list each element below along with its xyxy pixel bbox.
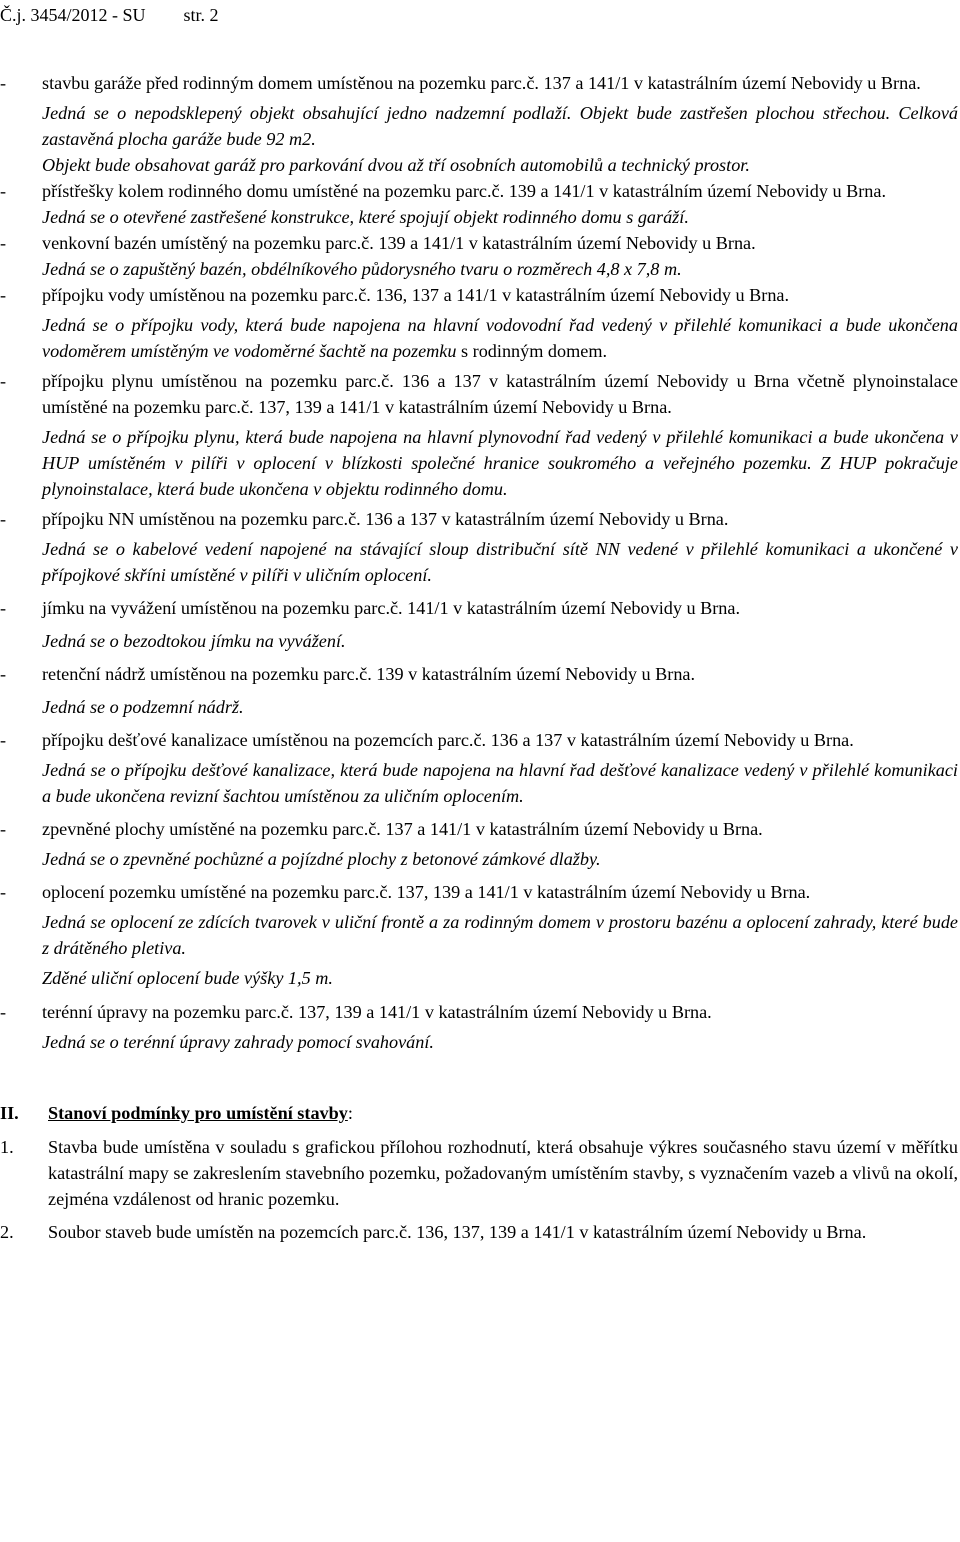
list-dash: - — [0, 664, 7, 684]
section-heading — [0, 1100, 958, 1126]
item-text: přípojku dešťové kanalizace umístěnou na pozemcích parc.č. 136 a 137 v katastrálním území Nebovidy u Brna. — [42, 730, 854, 750]
item-text: retenční nádrž umístěnou na pozemku parc.č. 139 v katastrálním území Nebovidy u Brna. — [42, 664, 696, 684]
note-italic-part: Jedná se o přípojku vody, která bude napojena na hlavní vodovodní řad vedený v přilehlé komunikaci a bude ukončena vodoměrem umístěným ve vodoměrné šachtě na pozemku — [42, 315, 958, 361]
list-dash: - — [0, 73, 7, 93]
section-colon: : — [347, 1103, 353, 1123]
item-note: Jedná se o otevřené zastřešené konstrukce, které spojují objekt rodinného domu s garáží. — [42, 207, 689, 227]
item-note: Jedná se o podzemní nádrž. — [42, 697, 244, 717]
list-item — [0, 661, 958, 687]
item-note: Jedná se oplocení ze zdících tvarovek v uliční frontě a za rodinným domem v prostoru bazénu a oplocení zahrady, které bude z drátěného pletiva. — [42, 912, 958, 958]
list-item — [0, 178, 958, 204]
condition-item — [0, 1134, 958, 1212]
list-item — [0, 282, 958, 308]
list-dash: - — [0, 819, 7, 839]
list-dash: - — [0, 730, 7, 750]
item-note: Jedná se o zapuštěný bazén, obdélníkového půdorysného tvaru o rozměrech 4,8 x 7,8 m. — [42, 259, 682, 279]
section-title: Stanoví podmínky pro umístění stavby — [48, 1103, 348, 1123]
list-dash: - — [0, 233, 7, 253]
list-dash: - — [0, 371, 7, 391]
section-number: II. — [0, 1103, 19, 1123]
item-note: Jedná se o zpevněné pochůzné a pojízdné plochy z betonové zámkové dlažby. — [42, 849, 601, 869]
item-note: Zděné uliční oplocení bude výšky 1,5 m. — [42, 968, 333, 988]
item-text: přípojku plynu umístěnou na pozemku parc.č. 136 a 137 v katastrálním území Nebovidy u Brna včetně plynoinstalace umístěné na pozemku parc.č. 137, 139 a 141/1 v katastrálním území Nebovidy u Brna. — [42, 371, 958, 417]
page-number: str. 2 — [183, 5, 219, 25]
condition-number: 1. — [0, 1137, 14, 1157]
item-note: Jedná se o kabelové vedení napojené na stávající sloup distribuční sítě NN vedené v přilehlé komunikaci a ukončené v přípojkové skříni umístěné v pilíři v uličním oplocení. — [42, 539, 958, 585]
list-dash: - — [0, 285, 7, 305]
document-body — [0, 70, 958, 1245]
item-text: zpevněné plochy umístěné na pozemku parc.č. 137 a 141/1 v katastrálním území Nebovidy u Brna. — [42, 819, 763, 839]
condition-item — [0, 1219, 958, 1245]
note-upright-part: s rodinným domem. — [456, 341, 608, 361]
item-note: Jedná se o přípojku plynu, která bude napojena na hlavní plynovodní řad vedený v přilehlé komunikaci a bude ukončena v HUP umístěném v pilíři v oplocení v blízkosti společné hranice soukromého a veřejného pozemku. Z HUP pokračuje plynoinstalace, která bude ukončena v objektu rodinného domu. — [42, 427, 958, 499]
item-note: Jedná se o terénní úpravy zahrady pomocí svahování. — [42, 1032, 434, 1052]
list-dash: - — [0, 598, 7, 618]
item-text: stavbu garáže před rodinným domem umístěnou na pozemku parc.č. 137 a 141/1 v katastrálním území Nebovidy u Brna. — [42, 73, 921, 93]
item-text: oplocení pozemku umístěné na pozemku parc.č. 137, 139 a 141/1 v katastrálním území Nebovidy u Brna. — [42, 882, 811, 902]
item-text: venkovní bazén umístěný na pozemku parc.č. 139 a 141/1 v katastrálním území Nebovidy u Brna. — [42, 233, 756, 253]
item-text: přípojku vody umístěnou na pozemku parc.č. 136, 137 a 141/1 v katastrálním území Nebovidy u Brna. — [42, 285, 790, 305]
list-item — [0, 230, 958, 256]
list-dash: - — [0, 509, 7, 529]
list-item — [0, 595, 958, 621]
item-text: přípojku NN umístěnou na pozemku parc.č. 136 a 137 v katastrálním území Nebovidy u Brna. — [42, 509, 729, 529]
item-note: Jedná se o přípojku dešťové kanalizace, která bude napojena na hlavní řad dešťové kanalizace vedený v přilehlé komunikaci a bude ukončena revizní šachtou umístěnou za uličním oplocením. — [42, 760, 958, 806]
list-item — [0, 999, 958, 1025]
list-item — [0, 816, 958, 842]
condition-text: Stavba bude umístěna v souladu s grafickou přílohou rozhodnutí, která obsahuje výkres současného stavu území v měřítku katastrální mapy se zakreslením stavebního pozemku, požadovaným umístěním stavby, s vyznačením vazeb a vlivů na okolí, zejména vzdálenost od hranic pozemku. — [48, 1137, 958, 1209]
item-note: Jedná se o nepodsklepený objekt obsahující jedno nadzemní podlaží. Objekt bude zastřešen plochou střechou. Celková zastavěná plocha garáže bude 92 m2. — [42, 103, 958, 149]
item-note: Jedná se o bezodtokou jímku na vyvážení. — [42, 631, 346, 651]
list-dash: - — [0, 882, 7, 902]
condition-text: Soubor staveb bude umístěn na pozemcích parc.č. 136, 137, 139 a 141/1 v katastrálním území Nebovidy u Brna. — [48, 1222, 867, 1242]
list-item — [0, 368, 958, 420]
list-item — [0, 70, 958, 96]
list-dash: - — [0, 181, 7, 201]
list-dash: - — [0, 1002, 7, 1022]
list-item — [0, 727, 958, 753]
item-text: jímku na vyvážení umístěnou na pozemku parc.č. 141/1 v katastrálním území Nebovidy u Brna. — [42, 598, 741, 618]
item-text: přístřešky kolem rodinného domu umístěné na pozemku parc.č. 139 a 141/1 v katastrálním území Nebovidy u Brna. — [42, 181, 887, 201]
item-note: Objekt bude obsahovat garáž pro parkování dvou až tří osobních automobilů a technický prostor. — [42, 155, 750, 175]
item-text: terénní úpravy na pozemku parc.č. 137, 139 a 141/1 v katastrálním území Nebovidy u Brna. — [42, 1002, 712, 1022]
item-note — [0, 312, 958, 364]
case-reference: Č.j. 3454/2012 - SU — [0, 5, 146, 25]
list-item — [0, 879, 958, 905]
list-item — [0, 506, 958, 532]
condition-number: 2. — [0, 1222, 14, 1242]
page-header — [0, 4, 300, 26]
